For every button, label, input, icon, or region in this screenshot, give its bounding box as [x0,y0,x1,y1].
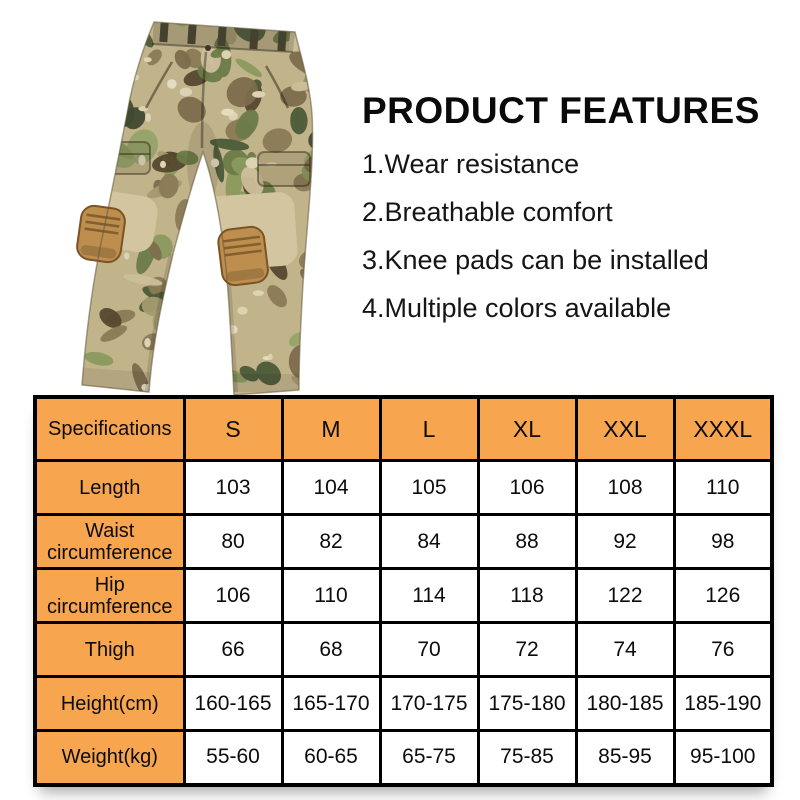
cargo-pocket-right [258,152,310,186]
spec-value-cell: 95-100 [674,731,772,785]
spec-value-cell: 88 [478,515,576,569]
spec-value-cell: 104 [282,461,380,515]
spec-value-cell: 110 [282,569,380,623]
spec-row [35,461,772,515]
spec-value-cell: 118 [478,569,576,623]
feature-item-2: 2.Breathable comfort [362,197,613,227]
spec-row-label: Weight(kg) [35,731,184,785]
header-cell-size-m: M [282,397,380,461]
spec-value-cell: 70 [380,623,478,677]
spec-value-cell: 110 [674,461,772,515]
product-photo [22,2,352,402]
spec-row-label: Thigh [35,623,184,677]
header-cell-size-xxxl: XXXL [674,397,772,461]
header-cell-size-xl: XL [478,397,576,461]
spec-value-cell: 114 [380,569,478,623]
spec-value-cell: 85-95 [576,731,674,785]
spec-value-cell: 84 [380,515,478,569]
spec-value-cell: 103 [184,461,282,515]
spec-value-cell: 180-185 [576,677,674,731]
pants-illustration [22,2,352,402]
spec-value-cell: 160-165 [184,677,282,731]
spec-value-cell: 80 [184,515,282,569]
spec-value-cell: 175-180 [478,677,576,731]
size-table [33,395,774,787]
feature-item-1: 1.Wear resistance [362,149,580,179]
spec-value-cell: 106 [478,461,576,515]
spec-value-cell: 98 [674,515,772,569]
spec-value-cell: 55-60 [184,731,282,785]
spec-value-cell: 65-75 [380,731,478,785]
waist-button [205,45,211,51]
spec-value-cell: 108 [576,461,674,515]
spec-value-cell: 105 [380,461,478,515]
features-title: PRODUCT FEATURES [362,90,760,131]
spec-row-label: Length [35,461,184,515]
header-cell-specifications: Specifications [35,397,184,461]
spec-value-cell: 106 [184,569,282,623]
spec-value-cell: 165-170 [282,677,380,731]
spec-value-cell: 76 [674,623,772,677]
spec-row-label: Height(cm) [35,677,184,731]
spec-value-cell: 92 [576,515,674,569]
spec-row [35,677,772,731]
header-cell-size-s: S [184,397,282,461]
spec-row [35,623,772,677]
spec-row [35,515,772,569]
spec-value-cell: 82 [282,515,380,569]
kneepad-left [75,204,126,264]
spec-value-cell: 75-85 [478,731,576,785]
feature-item-3: 3.Knee pads can be installed [362,245,709,275]
header-cell-size-l: L [380,397,478,461]
spec-value-cell: 72 [478,623,576,677]
spec-row-label: Hip circumference [35,569,184,623]
spec-row [35,569,772,623]
cargo-pocket-left [96,142,150,174]
spec-value-cell: 126 [674,569,772,623]
hem-shade-right [232,374,302,392]
spec-value-cell: 185-190 [674,677,772,731]
product-features [362,90,792,342]
spec-row-label: Waist circumference [35,515,184,569]
spec-value-cell: 74 [576,623,674,677]
spec-row [35,731,772,785]
spec-value-cell: 68 [282,623,380,677]
spec-value-cell: 170-175 [380,677,478,731]
spec-value-cell: 60-65 [282,731,380,785]
header-cell-size-xxl: XXL [576,397,674,461]
spec-value-cell: 66 [184,623,282,677]
size-table-header-row [35,397,772,461]
size-table-header [35,397,772,461]
feature-item-4: 4.Multiple colors available [362,293,672,323]
spec-value-cell: 122 [576,569,674,623]
size-table-body [35,461,772,785]
